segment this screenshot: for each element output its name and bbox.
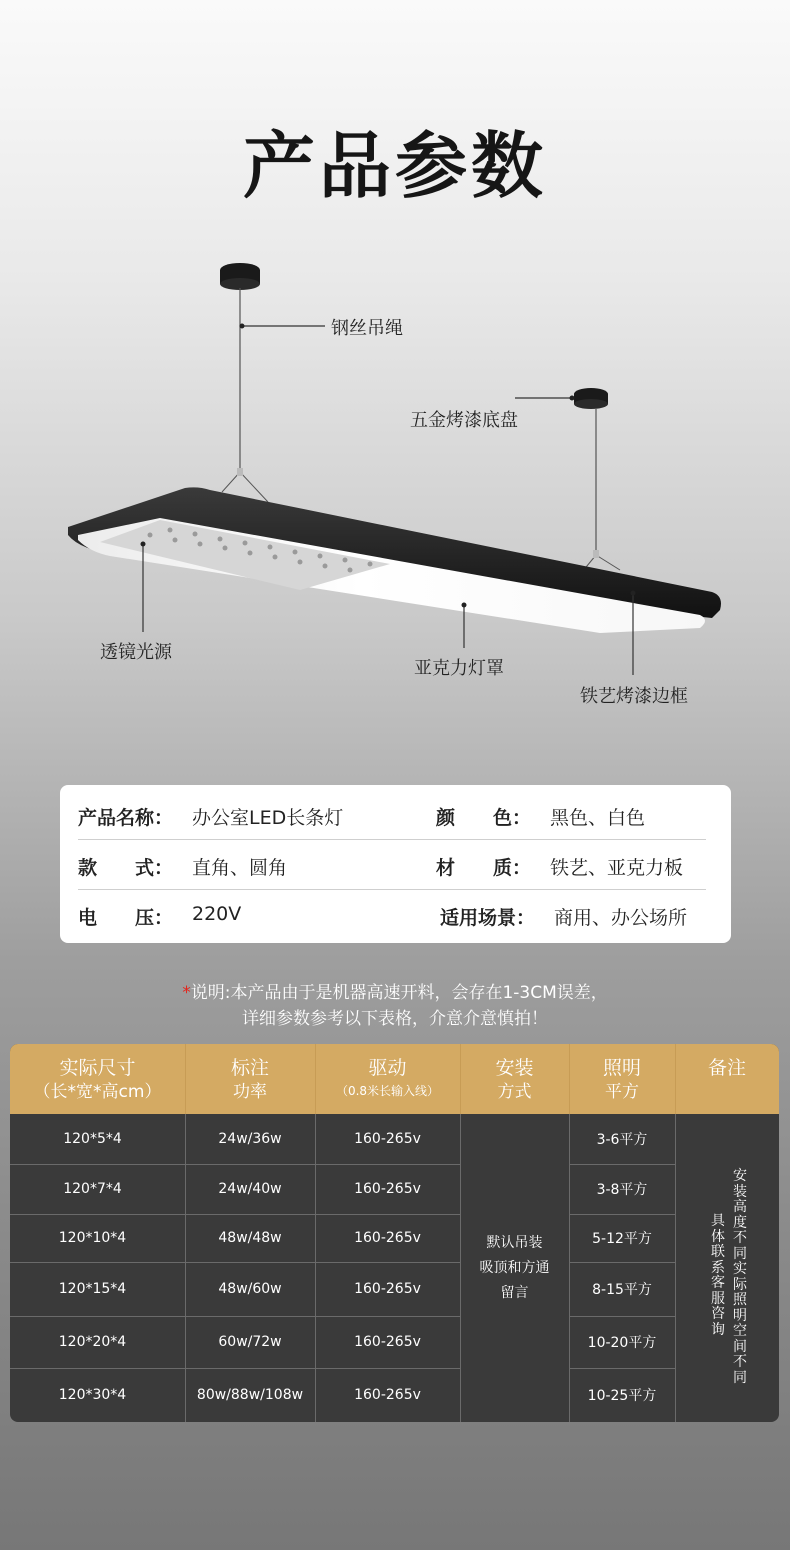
note-line-1: *说明:本产品由于是机器高速开料，会存在1-3CM误差， — [182, 983, 608, 1003]
spec-value-voltage: 220V — [192, 903, 242, 925]
header-size: 实际尺寸 （长*宽*高cm） — [10, 1044, 186, 1114]
cell-driver: 160-265v — [354, 1334, 421, 1350]
callout-wire: 钢丝吊绳 — [331, 318, 403, 339]
cell-area: 10-20平方 — [587, 1335, 657, 1351]
spec-label-name: 产品名称： — [78, 807, 174, 829]
cell-area: 5-12平方 — [592, 1231, 652, 1247]
table-body — [10, 1114, 779, 1422]
spec-label-style: 款 式： — [78, 857, 174, 879]
cell-driver: 160-265v — [354, 1281, 421, 1297]
cell-power: 24w/36w — [218, 1131, 282, 1147]
callout-acrylic: 亚克力灯罩 — [414, 658, 504, 679]
callout-base: 五金烤漆底盘 — [410, 410, 518, 431]
callout-frame: 铁艺烤漆边框 — [580, 686, 688, 707]
spec-label-color: 颜 色： — [436, 807, 532, 829]
cell-size: 120*15*4 — [58, 1281, 127, 1297]
cell-remark-2: 具体联系客服咨询 — [711, 1213, 725, 1338]
callout-lens: 透镜光源 — [100, 642, 172, 663]
cell-driver: 160-265v — [354, 1387, 421, 1403]
header-remark: 备注 — [707, 1057, 746, 1079]
cell-install: 默认吊装 吸顶和方通 留言 — [479, 1234, 550, 1301]
spec-row — [78, 889, 706, 939]
spec-label-voltage: 电 压： — [78, 907, 174, 929]
spec-row — [78, 789, 706, 840]
cell-area: 8-15平方 — [592, 1282, 652, 1298]
header-power: 标注 功率 — [185, 1044, 316, 1114]
spec-card — [60, 785, 731, 943]
spec-row — [78, 839, 706, 890]
spec-value-scene: 商用、办公场所 — [554, 907, 688, 929]
cell-power: 24w/40w — [218, 1181, 282, 1197]
cell-power: 48w/48w — [218, 1230, 282, 1246]
cell-size: 120*20*4 — [58, 1334, 127, 1350]
note-star: * — [182, 983, 191, 1003]
header-area: 照明 平方 — [569, 1044, 676, 1114]
cell-power: 48w/60w — [218, 1281, 282, 1297]
spec-table — [10, 1044, 779, 1422]
spec-label-material: 材 质： — [436, 857, 532, 879]
spec-value-name: 办公室LED长条灯 — [192, 807, 344, 829]
cell-size: 120*30*4 — [58, 1387, 127, 1403]
spec-value-style: 直角、圆角 — [192, 857, 288, 879]
cell-driver: 160-265v — [354, 1181, 421, 1197]
header-install: 安装 方式 — [460, 1044, 570, 1114]
cell-power: 60w/72w — [218, 1334, 282, 1350]
cell-area: 3-8平方 — [596, 1182, 648, 1198]
cell-area: 10-25平方 — [587, 1388, 657, 1404]
header-driver: 驱动 （0.8米长输入线） — [315, 1044, 461, 1114]
note-line-2: 详细参数参考以下表格，介意介意慎拍！ — [242, 1009, 548, 1029]
cell-power: 80w/88w/108w — [196, 1387, 304, 1403]
table-header — [10, 1044, 779, 1114]
page-title: 产品参数 — [242, 124, 547, 208]
cell-driver: 160-265v — [354, 1131, 421, 1147]
cell-driver: 160-265v — [354, 1230, 421, 1246]
cell-remark-1: 安装高度不同实际照明空间不同 — [733, 1168, 747, 1386]
cell-area: 3-6平方 — [596, 1132, 648, 1148]
cell-size: 120*5*4 — [63, 1131, 122, 1147]
cell-size: 120*10*4 — [58, 1230, 127, 1246]
spec-value-color: 黑色、白色 — [550, 807, 646, 829]
spec-value-material: 铁艺、亚克力板 — [550, 857, 684, 879]
spec-label-scene: 适用场景： — [440, 907, 536, 929]
cell-size: 120*7*4 — [63, 1181, 122, 1197]
